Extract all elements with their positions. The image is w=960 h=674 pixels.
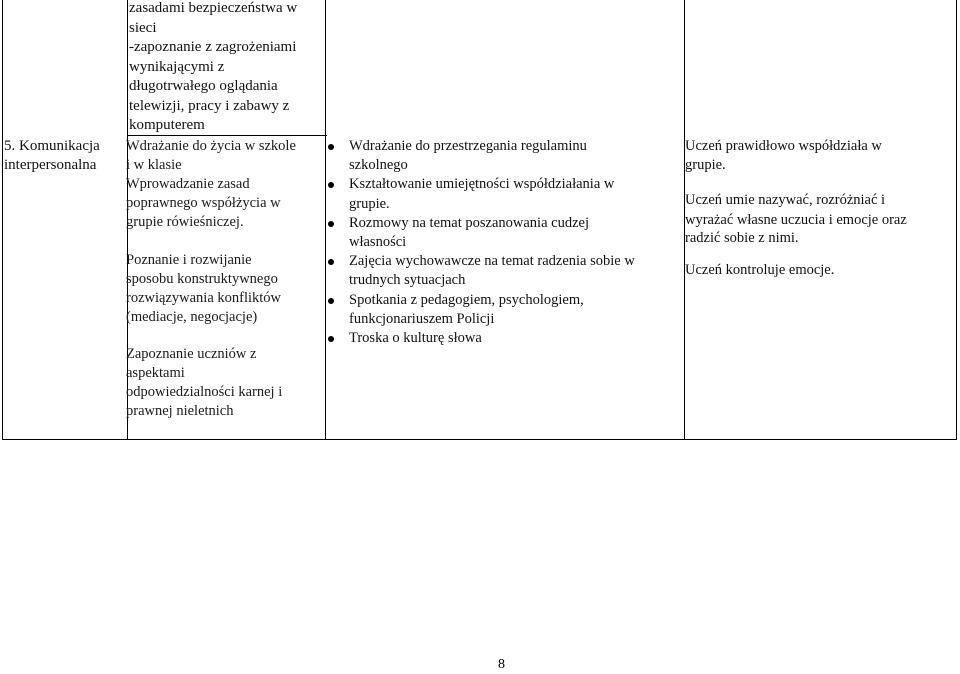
topic-cell (4, 137, 126, 175)
text-line: Poznanie i rozwijanie (126, 252, 252, 268)
text-line: Uczeń prawidłowo współdziała w (685, 138, 882, 154)
bullet-icon (328, 221, 334, 227)
text-line: funkcjonariuszem Policji (349, 310, 495, 327)
list-item (349, 252, 682, 290)
page-number: 8 (498, 657, 505, 672)
text-line: trudnych sytuacjach (349, 272, 466, 289)
bullet-icon (328, 298, 334, 304)
row-divider (128, 135, 327, 136)
text-line: zasadami bezpieczeństwa w (129, 0, 298, 16)
text-line: komputerem (129, 117, 205, 133)
text-line: długotrwałego oglądania (129, 78, 278, 94)
list-item (349, 329, 682, 348)
text-line: sieci (129, 19, 157, 36)
text-line: telewizji, pracy i zabawy z (129, 97, 290, 114)
text-line: i w klasie (126, 157, 182, 173)
text-line: Wdrażanie do życia w szkole (126, 138, 296, 154)
text-line: wyrażać własne uczucia i emocje oraz (685, 211, 907, 228)
text-line: radzić sobie z nimi. (685, 229, 799, 246)
text-line: Wprowadzanie zasad (126, 176, 250, 192)
list-item (349, 291, 682, 329)
text-line: odpowiedzialności karnej i (126, 384, 283, 400)
topic-title-line: 5. Komunikacja (4, 138, 100, 154)
outcome-paragraph (685, 191, 951, 246)
goals-cell (126, 137, 324, 421)
topic-title-line: interpersonalna (4, 157, 97, 173)
goal-block (126, 251, 324, 327)
text-line: wynikającymi z (129, 58, 225, 75)
list-item (349, 214, 682, 252)
list-item (349, 175, 682, 213)
text-line: Kształtowanie umiejętności współdziałania w (349, 176, 615, 193)
text-line: grupie. (349, 195, 390, 212)
outcomes-cell (685, 137, 951, 280)
text-line: Rozmowy na temat poszanowania cudzej (349, 214, 589, 231)
text-line: Zajęcia wychowawcze na temat radzenia sobie w (349, 253, 635, 270)
text-line: -zapoznanie z zagrożeniami (129, 39, 297, 55)
text-line: Troska o kulturę słowa (349, 330, 482, 347)
text-line: rozwiązywania konfliktów (126, 290, 282, 306)
bullet-icon (328, 144, 334, 150)
list-item (349, 137, 682, 175)
text-line: poprawnego współżycia w (126, 195, 281, 211)
text-line: Uczeń umie nazywać, rozróżniać i (685, 192, 886, 209)
outcome-paragraph (685, 137, 951, 175)
text-line: aspektami (126, 365, 185, 381)
goal-block (126, 137, 324, 232)
text-line: grupie rówieśniczej. (126, 214, 244, 230)
text-line: (mediacje, negocjacje) (126, 309, 258, 325)
text-line: grupie. (685, 157, 726, 174)
text-line: Zapoznanie uczniów z (126, 346, 257, 362)
text-line: Wdrażanie do przestrzegania regulaminu (349, 138, 587, 154)
text-line: sposobu konstruktywnego (126, 271, 278, 287)
activities-list (349, 137, 682, 348)
goal-block (126, 345, 324, 421)
activities-cell (349, 137, 682, 348)
text-line: Uczeń kontroluje emocje. (685, 261, 835, 278)
column-divider (325, 0, 326, 439)
text-line: własności (349, 234, 407, 251)
text-line: szkolnego (349, 157, 408, 174)
text-line: prawnej nieletnich (126, 403, 234, 419)
text-line: Spotkania z pedagogiem, psychologiem, (349, 291, 584, 308)
outcome-paragraph (685, 261, 951, 280)
bullet-icon (328, 336, 334, 342)
previous-row-goals-continuation (129, 0, 325, 136)
